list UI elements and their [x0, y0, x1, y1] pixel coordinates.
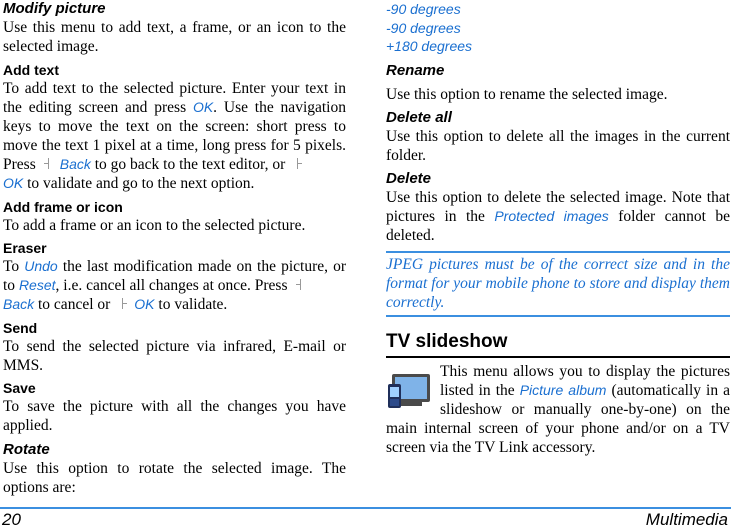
rename-text: Use this option to rename the selected image. — [386, 85, 668, 103]
add-text-heading: Add text — [3, 62, 59, 78]
save-heading: Save — [3, 380, 36, 396]
protected-images-keyword: Protected images — [494, 207, 609, 224]
save-text: To save the picture with all the changes you have applied. — [3, 398, 346, 434]
rotation-option: -90 degrees — [386, 1, 461, 17]
rotation-option: +180 degrees — [386, 38, 473, 54]
chapter-title: Multimedia — [645, 510, 728, 529]
rotate-text: Use this option to rotate the selected image. The options are: — [3, 460, 346, 496]
eraser-heading: Eraser — [3, 240, 47, 256]
ok-keyword: OK — [3, 175, 24, 191]
eraser-paragraph: To Undo the last modification made on the picture, or to Reset, i.e. cancel all changes at once. Press Back to cancel or OK to validate. — [3, 258, 346, 313]
reset-keyword: Reset — [18, 277, 56, 293]
tv-slideshow-title: TV slideshow — [386, 331, 730, 358]
delete-all-heading: Delete all — [386, 108, 452, 126]
left-softkey-icon — [118, 297, 128, 310]
delete-heading: Delete — [386, 169, 432, 187]
page-number: 20 — [2, 510, 21, 529]
delete-all-text: Use this option to delete all the images in the current folder. — [386, 127, 730, 164]
jpeg-note: JPEG pictures must be of the correct size and in the format for your mobile phone to store and display them correctly. — [386, 251, 730, 317]
picture-album-keyword: Picture album — [519, 381, 607, 398]
tv-phone-icon — [386, 370, 434, 410]
modify-picture-text: Use this menu to add text, a frame, or an icon to the selected image. — [3, 19, 346, 55]
ok-keyword: OK — [134, 296, 155, 312]
back-keyword: Back — [3, 296, 35, 312]
tv-slideshow-body — [386, 362, 730, 457]
send-heading: Send — [3, 320, 38, 336]
right-column — [386, 0, 730, 457]
rotation-option: -90 degrees — [386, 19, 461, 36]
modify-picture-heading: Modify picture — [3, 0, 106, 17]
ok-keyword: OK — [192, 99, 214, 115]
add-text-paragraph: To add text to the selected picture. Enter your text in the editing screen and press OK. Use the navigation keys to move the text on the screen: short press to move the text 1 pixel at a time, long press for 5 pixels. Press Back to go back to the text editor, or OK to validate and go to the next option. — [3, 80, 346, 192]
rename-heading: Rename — [386, 61, 445, 79]
back-keyword: Back — [59, 156, 91, 172]
footer-rule — [0, 507, 731, 509]
rotate-heading: Rotate — [3, 441, 50, 458]
add-frame-heading: Add frame or icon — [3, 199, 123, 215]
left-softkey-icon — [293, 157, 303, 170]
tv-slideshow-paragraph: This menu allows you to display the pictures listed in the Picture album (automatically in a slideshow or manually one-by-one) on the main internal screen of your phone and/or on a TV screen via the TV Link accessory. — [386, 362, 731, 456]
delete-paragraph: Use this option to delete the selected image. Note that pictures in the Protected images folder cannot be deleted. — [386, 188, 730, 244]
right-softkey-icon — [296, 278, 306, 291]
add-frame-text: To add a frame or an icon to the selected picture. — [3, 217, 306, 234]
right-softkey-icon — [44, 157, 54, 170]
undo-keyword: Undo — [24, 258, 58, 274]
left-column — [3, 0, 346, 497]
send-text: To send the selected picture via infrared, E-mail or MMS. — [3, 338, 346, 374]
